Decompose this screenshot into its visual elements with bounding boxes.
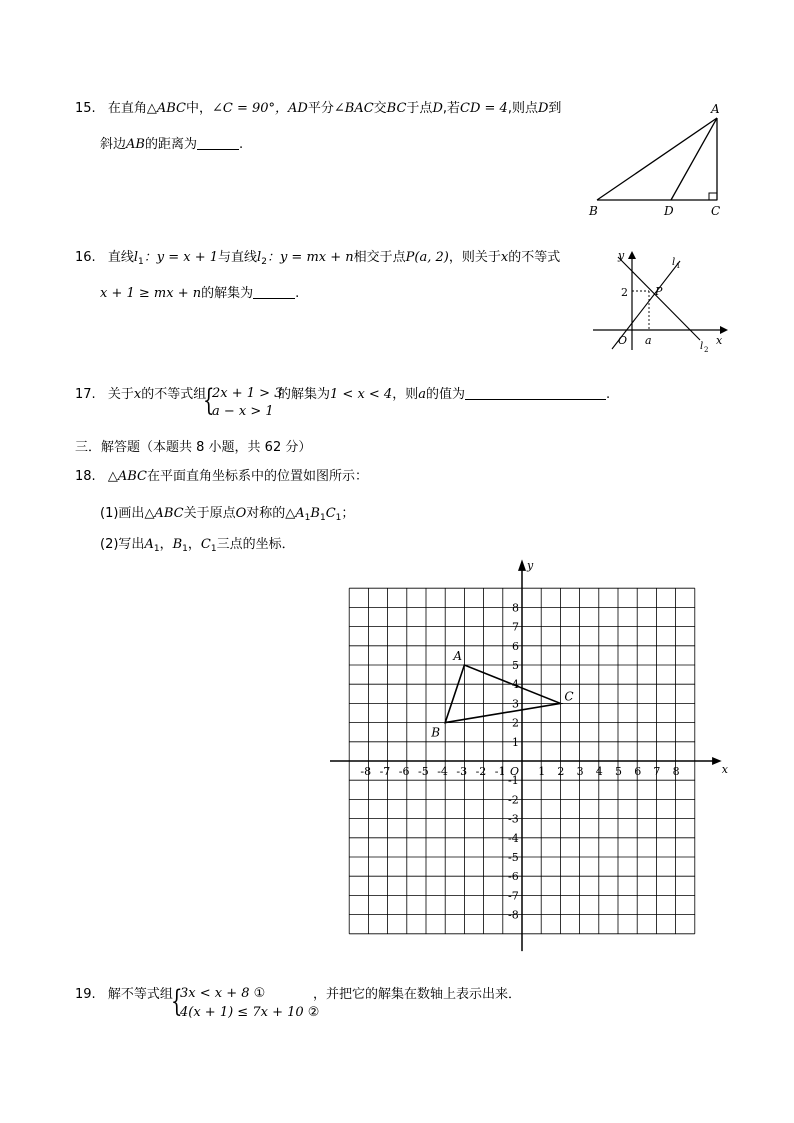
y-tick-label: 4 xyxy=(512,678,519,692)
x-tick-label: 2 xyxy=(557,765,565,778)
x-tick-label: -3 xyxy=(456,765,468,778)
y-tick-label: -4 xyxy=(508,831,519,845)
q18-part1: (1)画出△ABC关于原点O对称的$\triangle A_1B_1C_1$； xyxy=(100,506,355,523)
x-axis-label: x xyxy=(721,763,728,776)
svg-text:P: P xyxy=(655,285,663,298)
y-tick-label: 7 xyxy=(512,620,519,634)
q16-line2: x + 1 ≥ mx + n的解集为 . xyxy=(100,286,300,301)
q19-line: 19. 解不等式组 xyxy=(75,987,173,1002)
x-tick-label: 7 xyxy=(653,765,661,778)
svg-text:l: l xyxy=(700,341,704,352)
y-tick-label: -7 xyxy=(508,889,519,903)
y-tick-label: -6 xyxy=(508,870,519,884)
y-tick-label: -8 xyxy=(508,908,519,922)
y-tick-label: -2 xyxy=(508,793,519,807)
q19-system: { 3x < x + 8 ① 4(x + 1) ≤ 7x + 10 ② xyxy=(171,984,320,1020)
y-tick-label: 8 xyxy=(512,601,519,615)
coordinate-grid[interactable] xyxy=(325,559,728,955)
y-axis-label: y xyxy=(527,559,534,573)
answer-blank[interactable] xyxy=(465,387,606,400)
answer-blank[interactable] xyxy=(253,286,295,299)
x-tick-label: -6 xyxy=(398,765,410,778)
origin-label: O xyxy=(510,765,520,778)
answer-blank[interactable] xyxy=(197,137,239,150)
svg-text:2: 2 xyxy=(704,346,709,354)
x-tick-label: 5 xyxy=(615,765,622,778)
x-tick-label: -4 xyxy=(437,765,448,778)
fig-label-c: C xyxy=(711,204,721,218)
q17-system: { 2x + 1 > 3 a − x > 1 xyxy=(203,383,283,419)
svg-text:l: l xyxy=(672,257,676,268)
x-tick-label: 6 xyxy=(634,765,642,778)
x-tick-label: -7 xyxy=(379,765,391,778)
q15-line2: 斜边AB的距离为 . xyxy=(100,137,244,152)
x-tick-label: 4 xyxy=(595,765,603,778)
q15-number: 15. xyxy=(75,101,96,116)
svg-text:O: O xyxy=(618,334,628,347)
x-tick-label: -2 xyxy=(475,765,487,778)
x-tick-label: -8 xyxy=(360,765,372,778)
y-tick-label: -1 xyxy=(508,774,519,788)
x-tick-label: -5 xyxy=(418,765,429,778)
point-label-a: A xyxy=(453,649,463,663)
point-label-b: B xyxy=(431,725,441,740)
section-heading: 三．解答题（本题共 8 小题，共 62 分） xyxy=(75,440,312,455)
x-axis-arrow xyxy=(712,757,722,765)
fig-label-a: A xyxy=(711,102,720,116)
y-tick-label: 2 xyxy=(512,716,519,730)
y-tick-label: 1 xyxy=(512,735,519,749)
fig-label-b: B xyxy=(589,204,598,218)
q19-tail: ，并把它的解集在数轴上表示出来． xyxy=(313,987,522,1002)
point-label-c: C xyxy=(564,689,574,704)
q16-lines-figure xyxy=(588,245,728,355)
x-tick-label: 8 xyxy=(672,765,680,778)
q18-part2: (2)写出$A_1$，$B_1$，$C_1$三点的坐标． xyxy=(100,537,295,554)
y-tick-label: 6 xyxy=(512,639,519,653)
q16-line1: 16. 直线$l_1$：y = x + 1与直线$l_2$：y = mx + n相交于点P(a, 2)，则关于x的不等式 xyxy=(75,250,561,267)
svg-text:a: a xyxy=(645,334,652,347)
svg-text:2: 2 xyxy=(621,286,628,299)
fig-label-d: D xyxy=(664,204,674,218)
x-tick-label: 3 xyxy=(576,765,584,778)
svg-text:1: 1 xyxy=(676,262,681,270)
y-axis-arrow xyxy=(518,559,526,571)
q17-line: 17. 关于x的不等式组 xyxy=(75,387,207,402)
y-tick-label: -3 xyxy=(508,812,519,826)
svg-text:y: y xyxy=(618,249,625,262)
svg-text:x: x xyxy=(716,334,723,347)
y-tick-label: 3 xyxy=(512,697,519,711)
q18-line1: 18. △ABC在平面直角坐标系中的位置如图所示： xyxy=(75,469,368,484)
q17-tail: 的解集为1 < x < 4，则a的值为 . xyxy=(278,387,611,402)
q15-line1: 15. 在直角△ABC中，∠C = 90°，AD平分∠BAC交BC于点D,若CD = 4,则点D到 xyxy=(75,101,562,116)
y-tick-label: -5 xyxy=(508,851,519,864)
q15-triangle-figure xyxy=(585,100,725,225)
x-tick-label: -1 xyxy=(494,765,506,778)
y-tick-label: 5 xyxy=(512,659,519,672)
x-tick-label: 1 xyxy=(538,765,546,778)
